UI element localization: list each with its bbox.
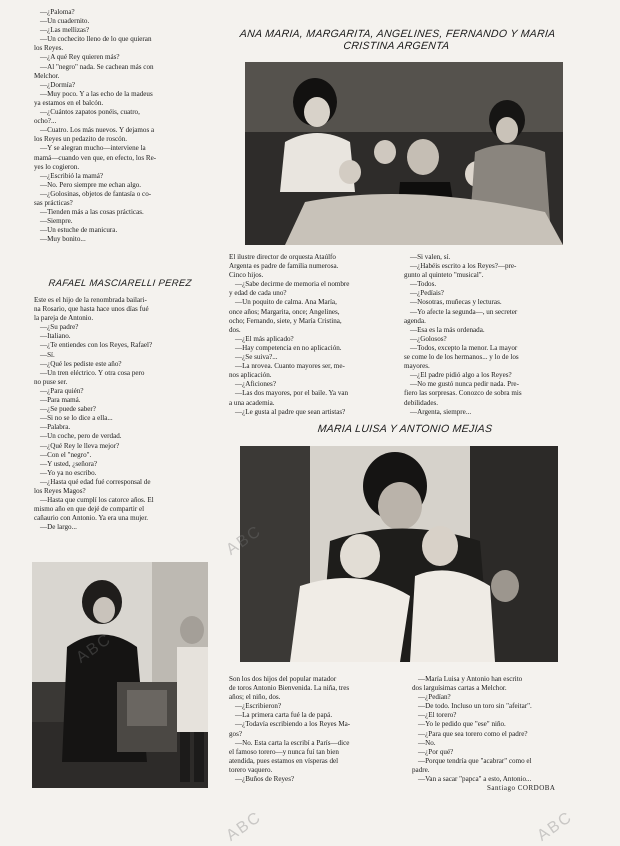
text-line: —Y se alegran mucho—interviene la xyxy=(40,144,146,153)
text-line: —Un estuche de manicura. xyxy=(40,226,118,235)
text-line: —Y usted, ¿señora? xyxy=(40,459,98,468)
text-line: —¿Golosinas, objetos de fantasía o co- xyxy=(40,189,152,198)
text-line: —¿El más aplicado? xyxy=(235,334,294,343)
text-line: —Nosotras, muñecas y lecturas. xyxy=(410,298,502,307)
text-line: —Esa es la más ordenada. xyxy=(410,325,485,334)
text-line: Argenta es padre de familia numerosa. xyxy=(229,262,339,271)
text-line: gunto al quinteto "musical". xyxy=(404,271,484,280)
text-line: —Van a sacar "papca" a esto, Antonio... xyxy=(418,775,532,784)
text-line: —Cuatro. Los más nuevos. Y dejamos a xyxy=(40,126,155,135)
rafael-heading: RAFAEL MASCIARELLI PEREZ xyxy=(47,278,193,289)
text-line: —La primera carta fué la de papá. xyxy=(235,711,333,720)
watermark: ABC xyxy=(73,630,115,667)
text-line: —María Luisa y Antonio han escrito xyxy=(418,675,523,683)
text-line: —Muy bonito... xyxy=(40,235,86,244)
text-line: El ilustre director de orquesta Ataúlfo xyxy=(229,253,336,261)
text-line: —Yo le pedido que "ese" niño. xyxy=(418,720,506,729)
text-line: —Palabra. xyxy=(40,423,71,432)
text-line: —No. Esta carta la escribí a París—dice xyxy=(235,738,350,747)
text-line: —¿Se suiva?... xyxy=(235,353,278,362)
text-line: atendida, pues estamos en vísperas del xyxy=(229,756,339,765)
text-line: ya estamos en el balcón. xyxy=(34,98,104,107)
text-line: los Reyes. xyxy=(34,44,64,53)
text-line: —¿Paloma? xyxy=(40,8,75,16)
text-line: —Un tren eléctrico. Y otra cosa pero xyxy=(40,368,145,377)
text-line: —¿Para que sea torero como el padre? xyxy=(418,729,528,738)
text-line: cañaurio con Antonio. Ya era una mujer. xyxy=(34,514,149,523)
text-line: Este es el hijo de la renombrada bailari- xyxy=(34,296,147,304)
text-line: —Todos. xyxy=(410,280,437,289)
text-line: —¿Buños de Reyes? xyxy=(235,775,295,784)
photo-argenta-family xyxy=(245,62,563,245)
text-line: —¿El torero? xyxy=(418,711,457,720)
text-line: —¿Qué les pediste este año? xyxy=(40,359,122,368)
text-line: —No me gustó nunca pedir nada. Pre- xyxy=(410,380,519,389)
signature: Santiago CORDOBA xyxy=(487,784,556,792)
text-line: —¿Por qué? xyxy=(418,747,454,756)
text-line: na Rosario, que hasta hace unos días fué xyxy=(34,305,149,314)
text-line: —¿El padre pidió algo a los Reyes? xyxy=(410,371,512,380)
text-line: mismo año en que dejé de compartir el xyxy=(34,505,145,514)
photo-rafael-mother xyxy=(32,562,208,788)
text-line: de toros Antonio Bienvenida. La niña, tres xyxy=(229,684,350,693)
text-line: —Para mamá. xyxy=(40,396,81,405)
text-line: —No. xyxy=(418,738,436,747)
text-line: —Tienden más a las cosas prácticas. xyxy=(40,208,144,217)
text-line: —¿Le gusta al padre que sean artistas? xyxy=(235,407,346,416)
text-line: —Un cuadernito. xyxy=(40,17,90,26)
text-line: —Argenta, siempre... xyxy=(410,407,472,416)
text-line: dos larguísimas cartas a Melchor. xyxy=(412,684,507,693)
text-line: agenda. xyxy=(404,316,426,325)
text-line: —¿Escribió la mamá? xyxy=(40,171,104,180)
text-line: —¿Golosos? xyxy=(410,334,447,343)
text-line: no puse ser. xyxy=(34,377,68,386)
text-line: —Muy poco. Y a las echo de la madeus xyxy=(40,89,153,98)
text-line: ocho?... xyxy=(34,117,57,126)
text-line: —¿Te entiendes con los Reyes, Rafael? xyxy=(40,341,153,350)
text-line: —¿Dormía? xyxy=(40,80,76,89)
text-line: —Yo afecte la segunda—, un secreter xyxy=(410,307,518,316)
text-line: —¿Hasta qué edad fué corresponsal de xyxy=(40,477,151,486)
text-line: la pareja de Antonio. xyxy=(34,314,94,323)
text-line: los Reyes Magos? xyxy=(34,486,86,495)
text-line: —¿Escribieron? xyxy=(235,702,282,711)
text-line: —Si no se lo dice a ella... xyxy=(40,414,113,423)
col1-rafael xyxy=(34,296,210,532)
text-line: —¿Su padre? xyxy=(40,323,79,332)
text-line: —De todo. Incluso un toro sin "afeitar". xyxy=(418,702,532,711)
text-line: sas prácticas? xyxy=(34,198,73,207)
col1-top xyxy=(34,8,210,244)
text-line: ocho; Fernando, siete, y María Cristina, xyxy=(229,316,342,325)
text-line: Melchor. xyxy=(34,71,60,80)
text-line: —Un coche, pero de verdad. xyxy=(40,432,122,441)
photo-mejias-children xyxy=(240,446,558,662)
text-line: —Con el "negro". xyxy=(40,450,92,459)
text-line: —¿Pedían? xyxy=(418,693,451,702)
text-line: —Si valen, sí. xyxy=(410,253,451,261)
text-line: —Las dos mayores, por el baile. Ya van xyxy=(235,389,349,398)
text-line: —Hay competencia en no aplicación. xyxy=(235,343,342,352)
text-line: —Yo ya no escribo. xyxy=(40,468,97,477)
watermark: ABC xyxy=(223,808,265,845)
text-line: Son los dos hijos del popular matador xyxy=(229,675,337,683)
text-line: fiero las sorpresas. Conozco de sobra mis xyxy=(404,389,522,398)
mejias-heading: MARIA LUISA Y ANTONIO MEJIAS xyxy=(317,423,493,435)
watermark: ABC xyxy=(223,522,265,559)
text-line: —Italiano. xyxy=(40,332,71,341)
text-line: mamá—cuando ven que, en efecto, los Re- xyxy=(34,153,157,162)
text-line: —¿Se puede saber? xyxy=(40,405,96,414)
text-line: —Un poquito de calma. Ana María, xyxy=(235,298,337,307)
text-line: —¿Todavía escribiendo a los Reyes Ma- xyxy=(235,720,351,729)
text-line: a una academia. xyxy=(229,398,275,407)
text-line: —Siempre. xyxy=(40,217,73,226)
text-line: gos? xyxy=(229,729,243,738)
text-line: —Al "negro" nada. Se cachean más con xyxy=(40,62,154,71)
text-line: los Reyes un pedazito de roscón. xyxy=(34,135,127,144)
text-line: once años; Margarita, once; Angelines, xyxy=(229,307,340,316)
text-line: se come lo de los hermanos... y lo de los xyxy=(404,353,519,362)
text-line: —No. Pero siempre me echan algo. xyxy=(40,180,142,189)
text-line: debilidades. xyxy=(404,398,439,407)
text-line: dos. xyxy=(229,325,241,334)
text-line: padre. xyxy=(412,765,430,774)
text-line: torero vaquero. xyxy=(229,765,273,774)
text-line: —¿Sabe decirme de memoria el nombre xyxy=(235,280,350,289)
text-line: Cinco hijos. xyxy=(229,271,264,280)
text-line: —Hasta que cumplí los catorce años. El xyxy=(40,496,154,505)
text-line: —¿Cuántos zapatos ponéis, cuatro, xyxy=(40,108,140,117)
text-line: —¿Para quién? xyxy=(40,386,84,395)
text-line: —¿Habéis escrito a los Reyes?—pre- xyxy=(410,262,517,271)
text-line: nos aplicación. xyxy=(229,371,272,380)
text-line: años; el niño, dos. xyxy=(229,693,281,702)
col2-argenta xyxy=(229,253,399,417)
col3-argenta xyxy=(404,253,576,417)
text-line: —La nrovea. Cuanto mayores ser, me- xyxy=(235,362,345,371)
col3-mejias xyxy=(412,675,584,784)
text-line: —Porque tendría que "acabrar" como el xyxy=(418,756,532,765)
text-line: —¿Las mellizas? xyxy=(40,26,90,35)
text-line: y edad de cada uno? xyxy=(229,289,287,298)
text-line: —Todos, excepto la menor. La mayor xyxy=(410,343,518,352)
text-line: —¿Qué Rey le lleva mejor? xyxy=(40,441,120,450)
text-line: —¿Aficiones? xyxy=(235,380,276,389)
col2-mejias xyxy=(229,675,401,784)
text-line: —Un cochecito lleno de lo que quieran xyxy=(40,35,152,44)
text-line: —De largo... xyxy=(40,523,77,532)
text-line: —¿Pedíais? xyxy=(410,289,444,298)
text-line: mayores. xyxy=(404,362,430,371)
watermark: ABC xyxy=(534,808,576,845)
text-line: —¿A qué Rey quieren más? xyxy=(40,53,120,62)
text-line: yes lo cogieron. xyxy=(34,162,80,171)
text-line: —Sí. xyxy=(40,350,55,359)
argenta-heading: ANA MARIA, MARGARITA, ANGELINES, FERNANDO Y MARIA CRISTINA ARGENTA xyxy=(239,28,557,52)
text-line: el famoso torero—y nunca fuí tan bien xyxy=(229,747,339,756)
